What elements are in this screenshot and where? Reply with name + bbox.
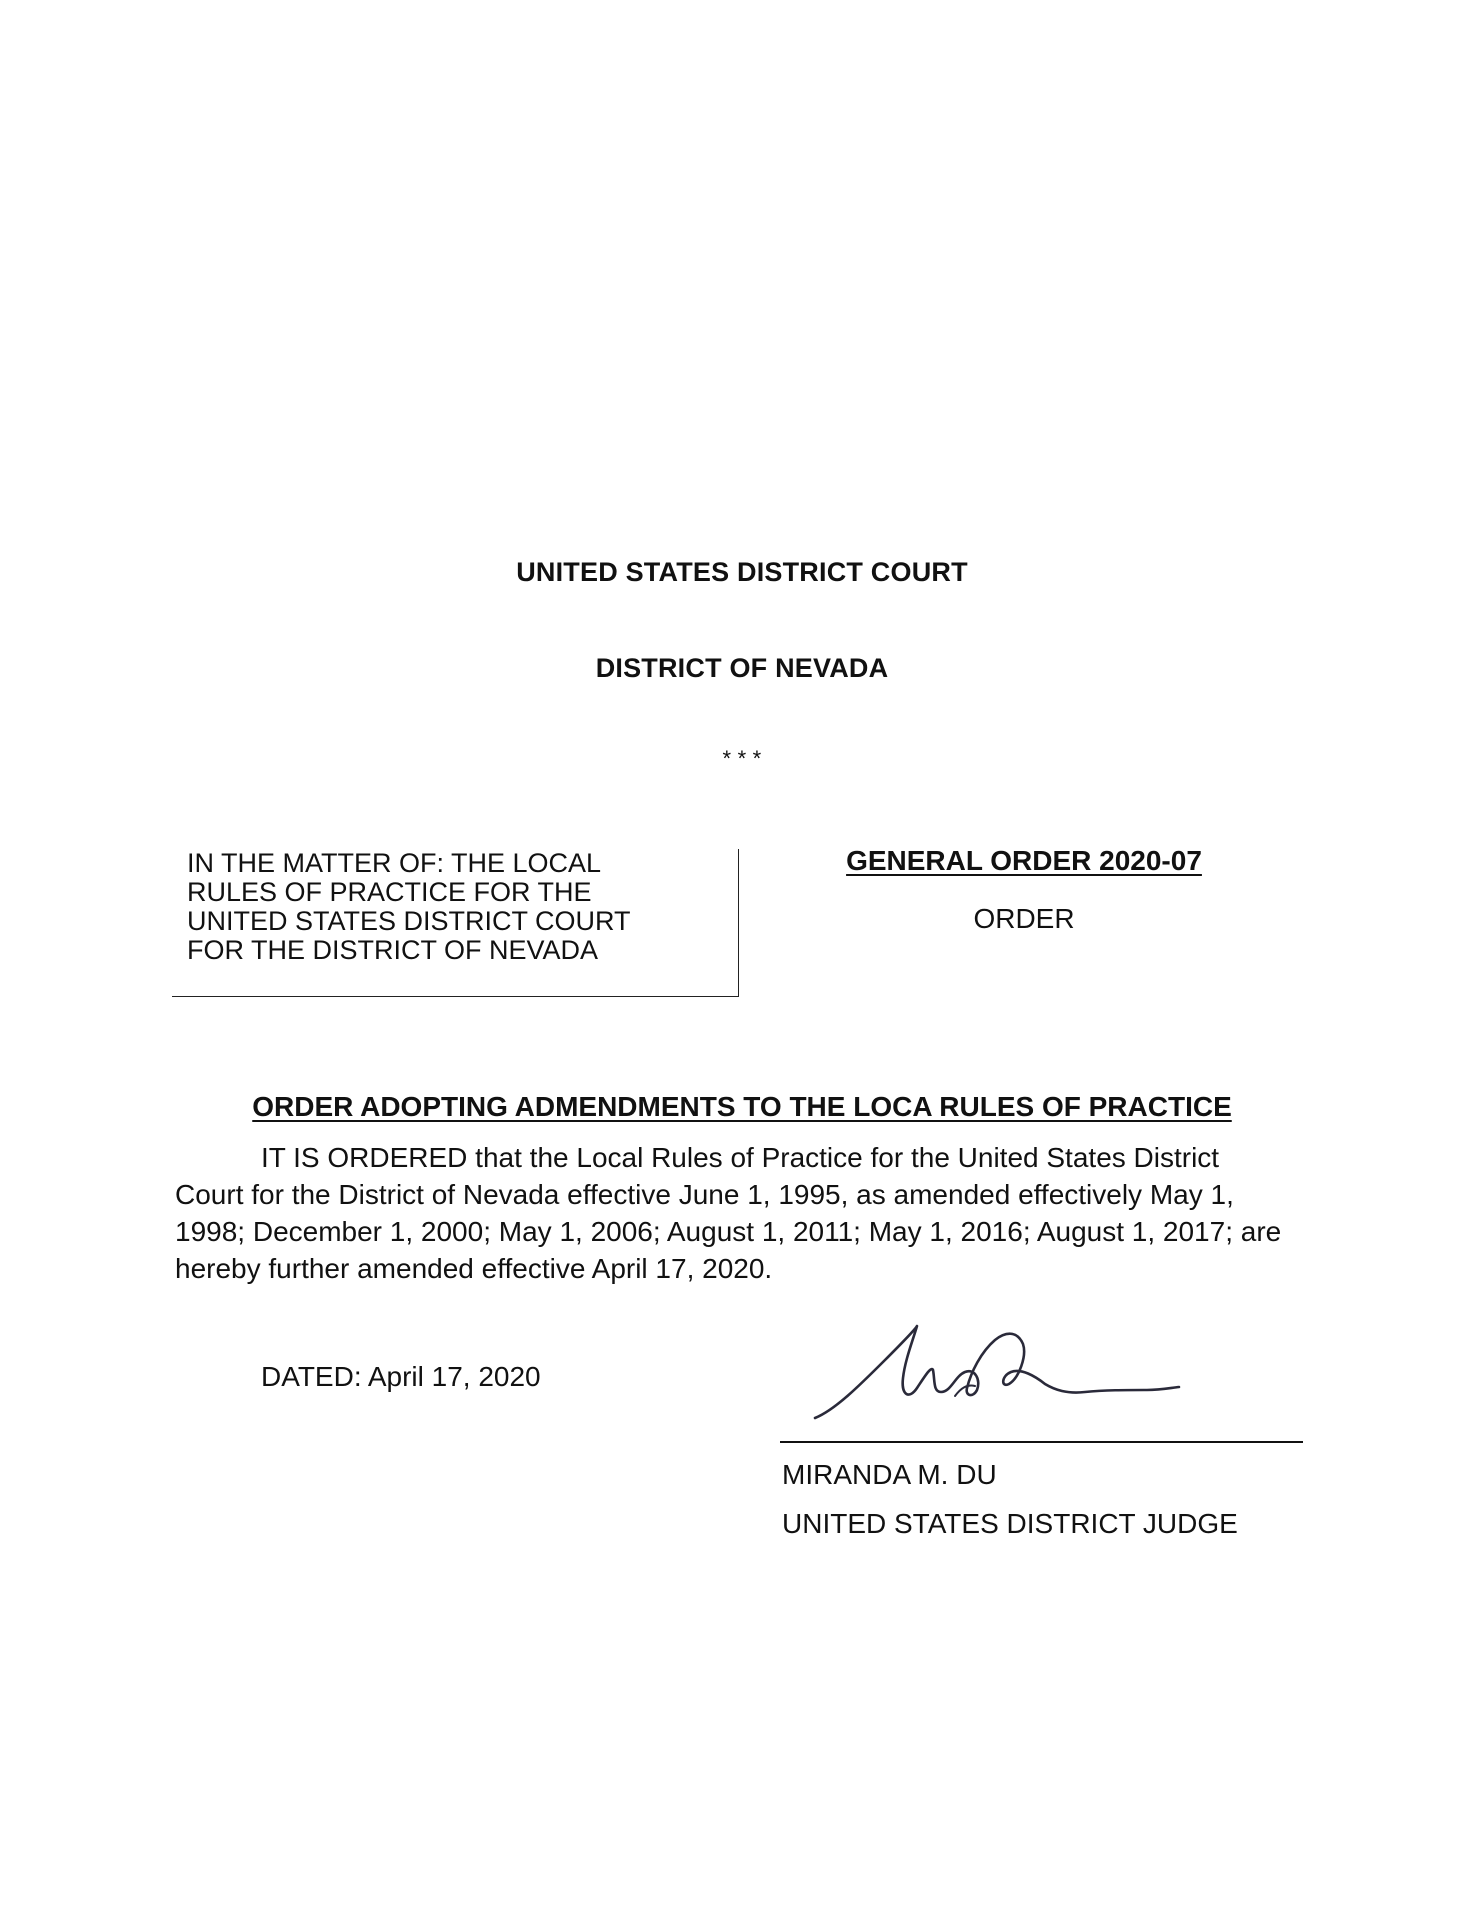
handwritten-signature xyxy=(805,1300,1205,1430)
order-paragraph: IT IS ORDERED that the Local Rules of Practice for the United States District Court for the District of Nevada effective June 1, 1995, as amended effectively May 1, 1998; December 1, 2000; May 1, 2006; August 1, 2011; May 1, 2016; August 1, 2017; are hereby further amended effective April 17, 2020. xyxy=(175,1142,1282,1284)
case-caption-box xyxy=(172,849,739,997)
court-name: UNITED STATES DISTRICT COURT xyxy=(516,557,968,587)
general-order-number: GENERAL ORDER 2020-07 xyxy=(846,845,1202,876)
judge-name: MIRANDA M. DU xyxy=(782,1459,997,1490)
case-caption-text: IN THE MATTER OF: THE LOCAL RULES OF PRACTICE FOR THE UNITED STATES DISTRICT COURT FOR THE DISTRICT OF NEVADA xyxy=(187,848,631,965)
section-separator: * * * xyxy=(722,746,762,771)
dated-line: DATED: April 17, 2020 xyxy=(261,1361,541,1392)
judge-title: UNITED STATES DISTRICT JUDGE xyxy=(782,1508,1238,1539)
order-title: ORDER ADOPTING ADMENDMENTS TO THE LOCA RULES OF PRACTICE xyxy=(252,1091,1232,1122)
order-label: ORDER xyxy=(973,903,1075,934)
signature-line xyxy=(780,1441,1303,1443)
district-name: DISTRICT OF NEVADA xyxy=(595,653,889,683)
